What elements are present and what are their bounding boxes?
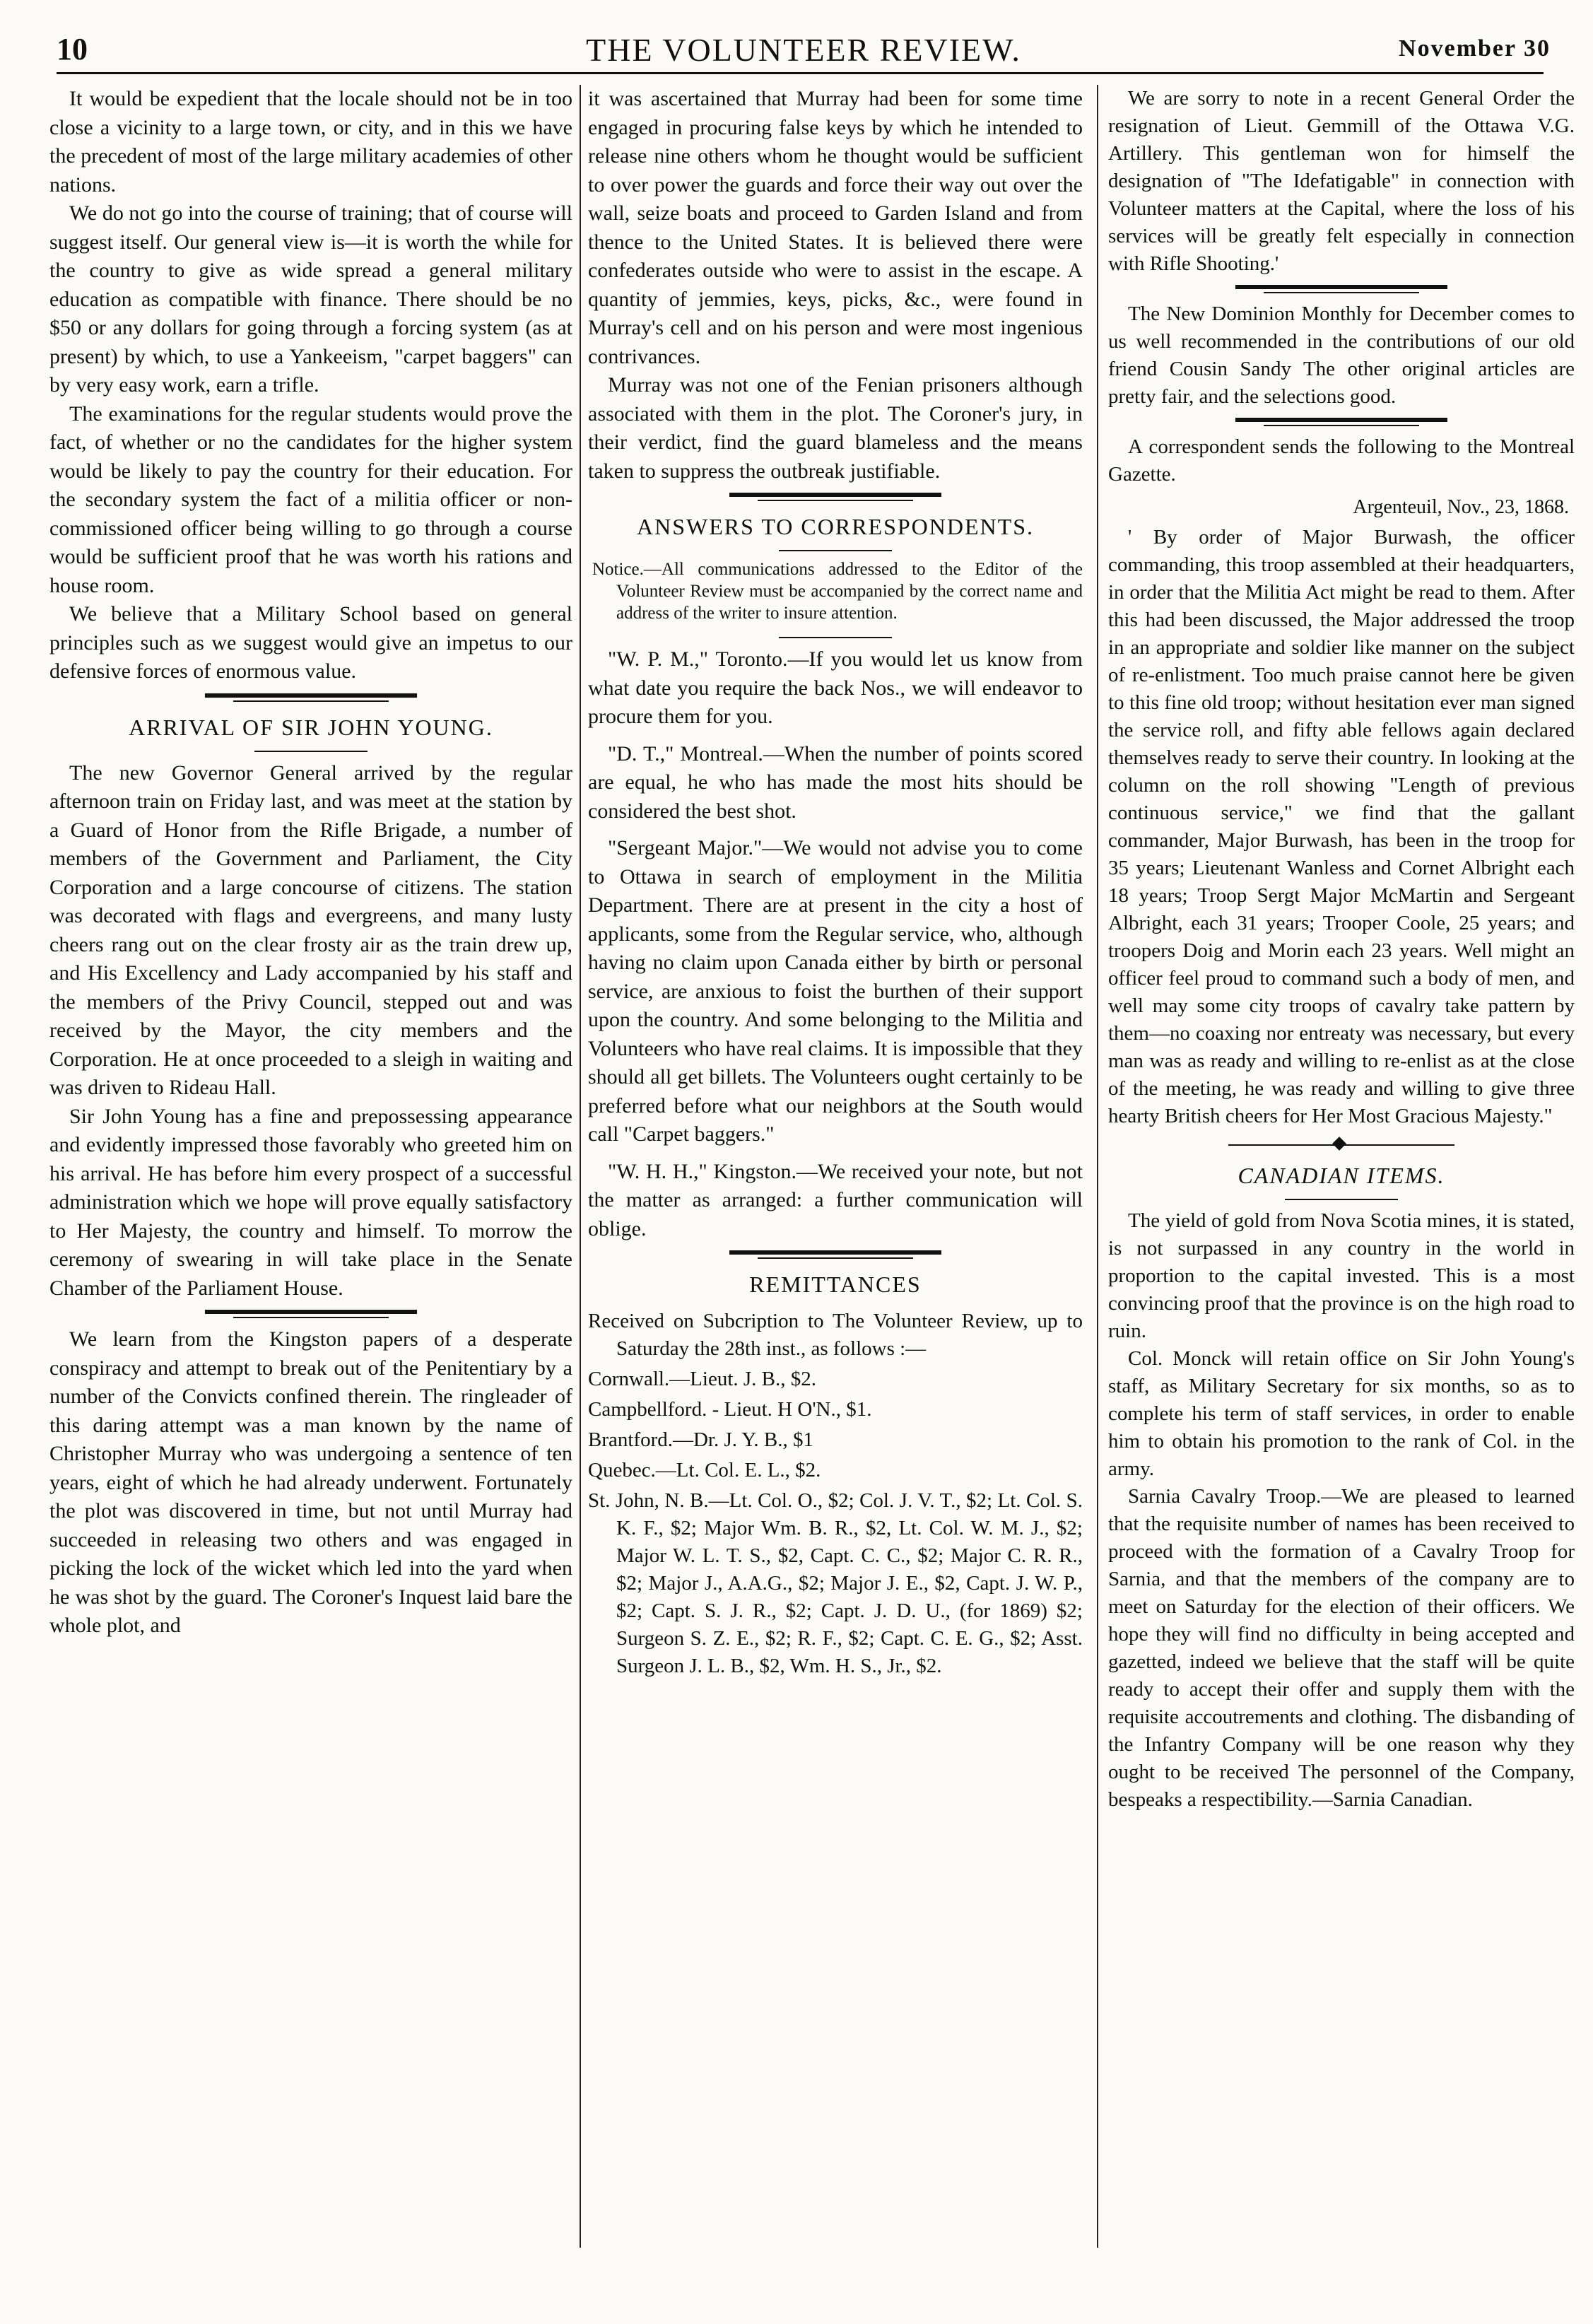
- title-rule: [779, 550, 892, 551]
- title-rule: [1285, 1199, 1398, 1200]
- section-divider: [205, 1310, 417, 1318]
- column-rule-1: [580, 85, 581, 2248]
- paragraph: Sir John Young has a fine and prepossessing appearance and evidently impressed those favorably who greeted him on his arrival. He has before him every prospect of a successful administration which we hope will prove equally satisfactory to Her Majesty, the country and himself. To morrow the ceremony of swearing in will take place in the Senate Chamber of the Parliament House.: [49, 1104, 572, 1300]
- answer-item: "D. T.," Montreal.—When the number of points scored are equal, he who has made the most hits should be considered the best shot.: [588, 741, 1083, 823]
- paragraph: We do not go into the course of training; that of course will suggest itself. Our general view is—it is worth the while for the country to give as wide spread a general military education as compatible with finance. There should be no $50 or any dollars for going through a forcing system (as at present) by which, to use a Yankeeism, "carpet baggers" can by very easy work, earn a trifle.: [49, 201, 572, 397]
- dateline: Argenteuil, Nov., 23, 1868.: [1353, 496, 1569, 518]
- paragraph: Sarnia Cavalry Troop.—We are pleased to learned that the requisite number of names has been received to proceed with the formation of a Cavalry Troop for Sarnia, and that the members of the company are to meet on Saturday for the election of their officers. We hope they will find no difficulty in being accepted and gazetted, indeed we believe that the staff will be quite ready to accept their offer and supply them with the requisite accoutrements and clothing. The disbanding of the Infantry Company will be one reason why they ought to be received The personnel of the Company, bespeaks a respectibility.—Sarnia Canadian.: [1108, 1485, 1575, 1811]
- remittance-item: Quebec.—Lt. Col. E. L., $2.: [588, 1459, 821, 1481]
- paragraph: The New Dominion Monthly for December comes to us well recommended in the contributions of our old friend Cousin Sandy The other original articles are pretty fair, and the selections good.: [1108, 303, 1575, 408]
- section-title-remittances: REMITTANCES: [749, 1272, 922, 1297]
- paragraph: The new Governor General arrived by the regular afternoon train on Friday last, and was meet at the station by a Guard of Honor from the Rifle Brigade, a number of members of the Government and Parliament, the City Corporation and a large concourse of citizens. The station was decorated with flags and evergreens, and many lusty cheers rang out on the clear frosty air as the train drew up, and His Excellency and Lady accompanied by his staff and the members of the Privy Council, stepped out and was received by the Mayor, the city members and the Corporation. He at once proceeded to a sleigh in waiting and was driven to Rideau Hall.: [49, 761, 572, 1099]
- remittance-item: Cornwall.—Lieut. J. B., $2.: [588, 1368, 817, 1390]
- remittance-item: Brantford.—Dr. J. Y. B., $1: [588, 1428, 813, 1451]
- section-divider: [1235, 285, 1447, 293]
- section-divider: [729, 1250, 941, 1259]
- column-3: [1108, 85, 1575, 2282]
- paragraph: We are sorry to note in a recent General Order the resignation of Lieut. Gemmill of the Ottawa V.G. Artillery. This gentleman won for himself the designation of "The Idefatigable" in connection with Volunteer matters at the Capital, where the loss of his services will be greatly felt especially in connection with Rifle Shooting.': [1108, 87, 1575, 275]
- answer-item: "Sergeant Major."—We would not advise you to come to Ottawa in search of employment in the Militia Department. There are at present in the city a host of applicants, some from the Regular service, who, although having no claim upon Canada either by birth or personal service, are anxious to foist the burthen of their support upon the country. And some belonging to the Militia and Volunteers who have real claims. It is impossible that they should all get billets. The Volunteers ought certainly to be preferred before what our neighbors at the South would call "Carpet baggers.": [588, 836, 1083, 1146]
- page-header: [57, 28, 1551, 78]
- remittance-item: St. John, N. B.—Lt. Col. O., $2; Col. J. V. T., $2; Lt. Col. S. K. F., $2; Major Wm. B. R., $2, Lt. Col. W. M. J., $2; Major W. L. T. S., $2, Capt. C. C., $2; Major C. R. R., $2; Major J., A.A.G., $2; Major J. E., $2, Capt. J. W. P., $2; Capt. S. J. R., $2; Capt. J. D. U., (for 1869) $2; Surgeon S. Z. E., $2; R. F., $2; Capt. C. E. G., $2; Asst. Surgeon J. L. B., $2, Wm. H. S., Jr., $2.: [588, 1489, 1083, 1677]
- remittance-intro: Received on Subcription to The Volunteer Review, up to Saturday the 28th inst., as follows :—: [588, 1310, 1083, 1360]
- paragraph: Murray was not one of the Fenian prisoners although associated with them in the plot. The Coroner's jury, in their verdict, find the guard blameless and the means taken to suppress the outbreak justifiable.: [588, 373, 1083, 483]
- section-divider: [1235, 418, 1447, 426]
- page-number: 10: [57, 32, 88, 66]
- paragraph: It would be expedient that the locale should not be in too close a vicinity to a large town, or city, and in this we have the precedent of most of the large military academies of other nations.: [49, 87, 572, 196]
- section-title-arrival: ARRIVAL OF SIR JOHN YOUNG.: [129, 714, 493, 740]
- section-divider: [205, 693, 417, 702]
- paragraph: The yield of gold from Nova Scotia mines, it is stated, is not surpassed in any country in the world in proportion to the capital invested. This is a most convincing proof that the province is on the high road to ruin.: [1108, 1209, 1575, 1342]
- remittance-item: Campbellford. - Lieut. H O'N., $1.: [588, 1398, 872, 1421]
- section-divider: [729, 493, 941, 501]
- paragraph: The examinations for the regular students would prove the fact, of whether or no the candidates for the higher system would be likely to pay the country for their education. For the secondary system the fact of a militia officer or non-commissioned officer being willing to go through a course would be sufficient proof that he was worth his rations and house room.: [49, 401, 572, 597]
- publication-title: THE VOLUNTEER REVIEW.: [586, 32, 1021, 68]
- answer-item: "W. P. M.," Toronto.—If you would let us know from what date you require the back Nos., we will endeavor to procure them for you.: [588, 647, 1083, 728]
- paragraph: We learn from the Kingston papers of a desperate conspiracy and attempt to break out of the Penitentiary by a number of the Convicts confined therein. The ringleader of this daring attempt was a man known by the name of Christopher Murray who was undergoing a sentence of ten years, eight of which he had already underwent. Fortunately the plot was discovered in time, but not until Murray had succeeded in releasing two others and was engaged in picking the lock of the wicket which led into the yard when he was shot by the guard. The Coroner's Inquest laid bare the whole plot, and: [49, 1327, 572, 1637]
- header-rule: [57, 72, 1544, 74]
- section-title-canadian: CANADIAN ITEMS.: [1238, 1163, 1445, 1188]
- diamond-divider: [1228, 1140, 1454, 1150]
- paragraph: A correspondent sends the following to the Montreal Gazette.: [1108, 435, 1575, 486]
- section-title-answers: ANSWERS TO CORRESPONDENTS.: [636, 514, 1034, 539]
- paragraph: it was ascertained that Murray had been for some time engaged in procuring false keys by which he intended to release nine others whom he thought would be sufficient to over power the guards and force their way out over the wall, seize boats and proceed to Garden Island and from thence to the United States. It is believed there were confederates outside who were to assist in the escape. A quantity of jemmies, keys, picks, &c., were found in Murray's cell and on his person and were most ingenious contrivances.: [588, 87, 1083, 368]
- column-rule-2: [1097, 85, 1098, 2248]
- issue-date: November 30: [1399, 35, 1551, 61]
- title-rule: [254, 751, 368, 752]
- column-2: [588, 85, 1083, 2282]
- paragraph: We believe that a Military School based on general principles such as we suggest would give an impetus to our defensive forces of enormous value.: [49, 602, 572, 683]
- answer-item: "W. H. H.," Kingston.—We received your note, but not the matter as arranged: a further communication will oblige.: [588, 1159, 1083, 1240]
- column-1: [49, 85, 572, 2282]
- paragraph: ' By order of Major Burwash, the officer commanding, this troop assembled at their headquarters, in order that the Militia Act might be read to them. After this had been discussed, the Major addressed the troop in an appropriate and soldier like manner on the subject of re-enlistment. Too much praise cannot here be given to this fine old troop; without hesitation ever man signed the service roll, and fifty able fellows again declared themselves ready to serve their country. In looking at the column on the roll showing "Length of previous continuous service," we find that the gallant commander, Major Burwash, has been in the troop for 35 years; Lieutenant Wanless and Cornet Albright each 18 years; Troop Sergt Major McMartin and Sergeant Albright, each 31 years; Trooper Coole, 25 years; and troopers Doig and Morin each 23 years. Well might an officer feel proud to command such a body of men, and well may some city troops of cavalry take pattern by them—no coaxing nor entreaty was necessary, but every man was as ready and willing to re-enlist as at the close of the meeting, he was ready and willing to give three hearty British cheers for Her Most Gracious Majesty.": [1108, 526, 1575, 1127]
- notice-rule: [779, 637, 892, 638]
- paragraph: Col. Monck will retain office on Sir John Young's staff, as Military Secretary for six months, so as to complete his term of staff services, in order to enable him to obtain his promotion to the rank of Col. in the army.: [1108, 1347, 1575, 1480]
- notice-text: Notice.—All communications addressed to the Editor of the Volunteer Review must be accompanied by the correct name and address of the writer to insure attention.: [592, 560, 1083, 623]
